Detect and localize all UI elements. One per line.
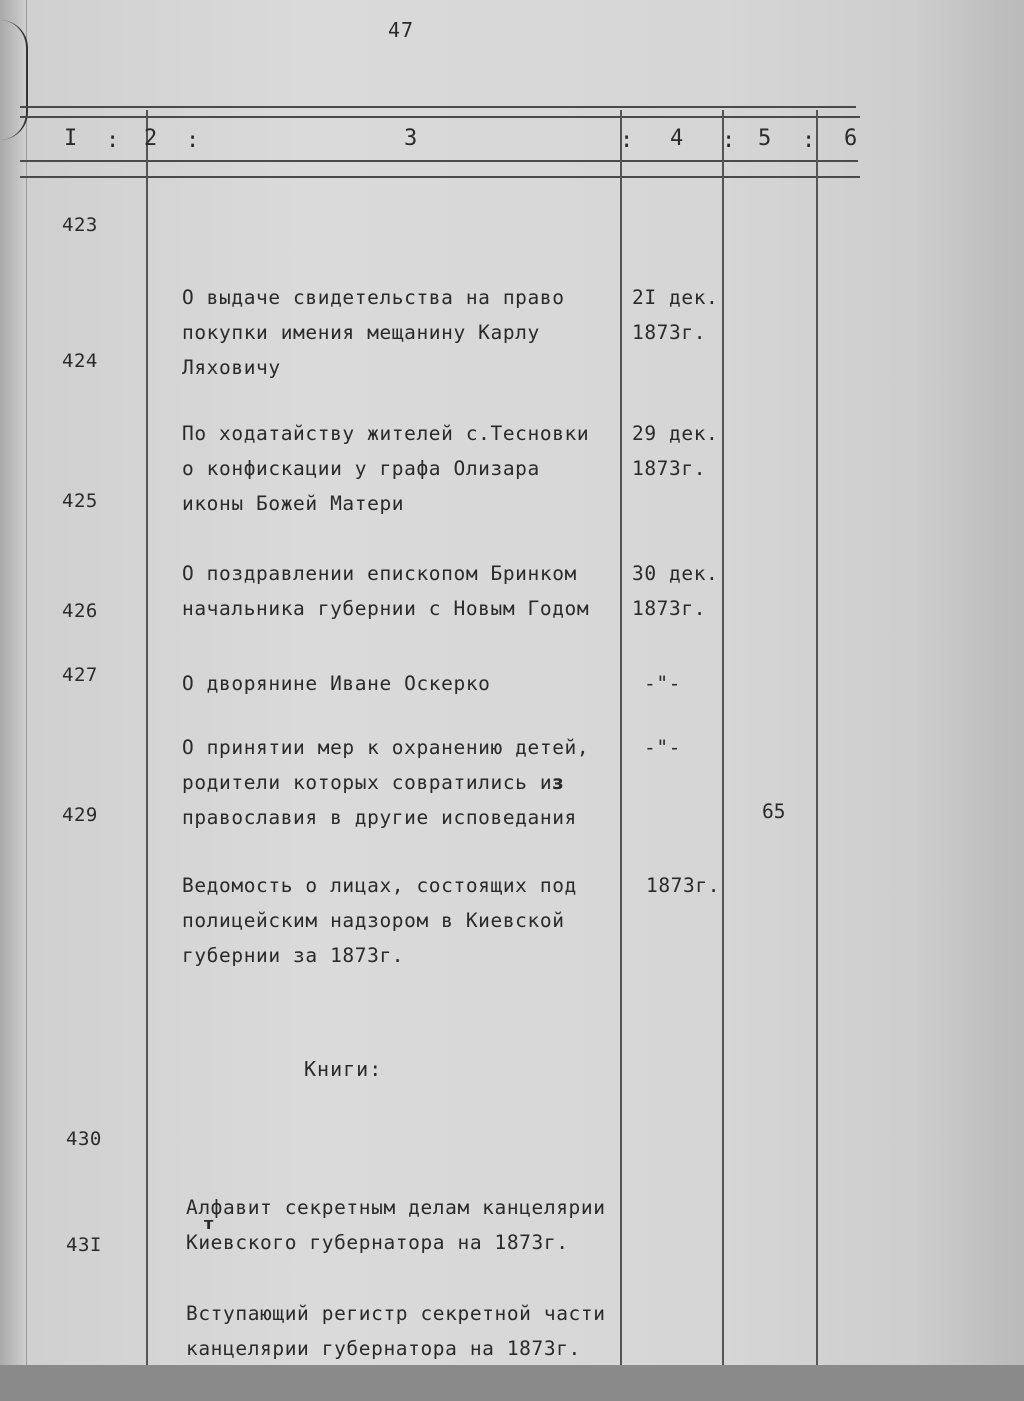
header-top-rule [20, 106, 856, 108]
row-number: 423 [62, 214, 98, 236]
row-number: 424 [62, 350, 98, 372]
row-title: Алфавит секретным делам канцелярии Киевского губернатора на 1873г. [186, 1196, 606, 1254]
row-title: Вступающий регистр секретной части канцелярии губернатора на 1873г. [186, 1302, 606, 1360]
row-date: 2I дек. 1873г. [632, 286, 719, 344]
row-pages: 65 [762, 800, 786, 823]
row-number: 427 [62, 664, 98, 686]
row-title: О выдаче свидетельства на право покупки имения мещанину Карлу Ляховичу [182, 286, 565, 379]
column-divider-4 [816, 110, 818, 1365]
column-separator: : [106, 128, 120, 153]
binding-edge [0, 0, 27, 1365]
column-divider-3 [722, 110, 724, 1365]
column-separator: : [620, 128, 634, 153]
column-separator: : [802, 128, 816, 153]
row-date: 30 дек. 1873г. [632, 562, 719, 620]
page-number: 47 [388, 18, 415, 42]
row-date: 1873г. [646, 874, 721, 897]
handwritten-correction: т [204, 1214, 214, 1233]
column-number-4: 4 [670, 126, 684, 151]
row-number: 430 [66, 1128, 102, 1150]
binding-curve [0, 20, 28, 140]
column-number-2: 2 [144, 126, 158, 151]
row-date: 29 дек. 1873г. [632, 422, 719, 480]
column-divider-1 [146, 110, 148, 1365]
handwritten-correction: з [552, 771, 565, 794]
row-date: -"- [644, 672, 682, 695]
column-number-6: 6 [844, 126, 858, 151]
column-separator: : [186, 128, 200, 153]
row-number: 426 [62, 600, 98, 622]
row-date: -"- [644, 736, 682, 759]
row-number: 429 [62, 804, 98, 826]
row-number: 425 [62, 490, 98, 512]
column-divider-2 [620, 110, 622, 1365]
row-title: По ходатайству жителей с.Тесновки о конфискации у графа Олизара иконы Божей Матери [182, 422, 590, 515]
row-title: О поздравлении епископом Бринком начальника губернии с Новым Годом [182, 562, 590, 620]
books-heading: Книги: [304, 1057, 383, 1081]
page-shadow [914, 0, 1024, 1365]
row-title: О дворянине Иване Оскерко [182, 672, 491, 695]
row-title: Ведомость о лицах, состоящих под полицейским надзором в Киевской губернии за 1873г. [182, 874, 577, 967]
row-title: О принятии мер к охранению детей, родители которых совратились из православия в другие исповедания [182, 736, 590, 829]
column-number-5: 5 [758, 126, 772, 151]
row-number: 43I [66, 1234, 102, 1256]
column-number-1: I [64, 126, 78, 151]
column-number-3: 3 [404, 126, 418, 151]
column-separator: : [722, 128, 736, 153]
